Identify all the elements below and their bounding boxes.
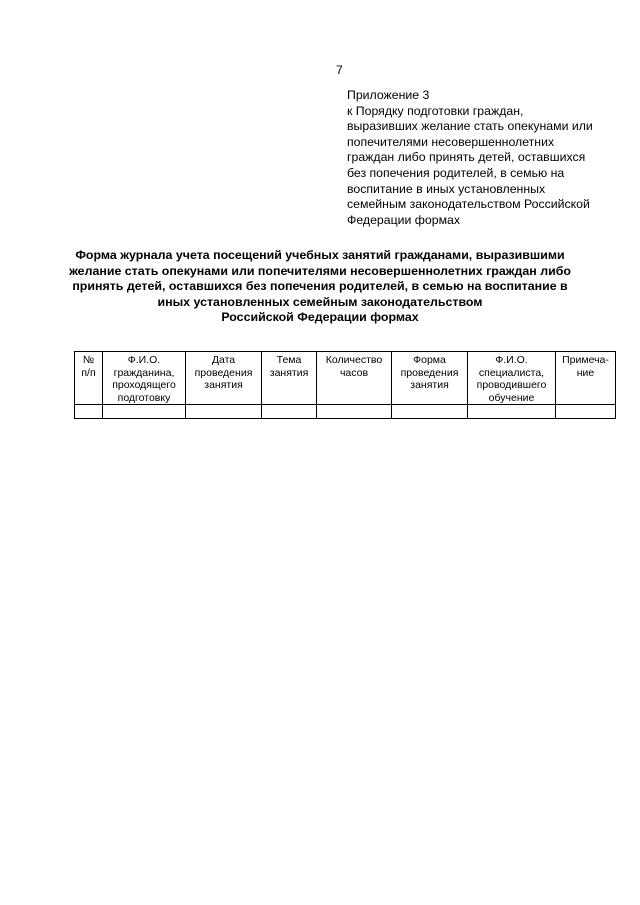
column-header-line: проводившего <box>476 379 547 391</box>
appendix-line: выразивших желание стать опекунами или <box>347 119 593 134</box>
column-header <box>556 352 616 405</box>
appendix-line: Федерации формах <box>347 212 461 227</box>
table-body <box>75 405 616 419</box>
form-title-line: Форма журнала учета посещений учебных занятий гражданами, выразившими <box>75 248 565 262</box>
column-header-line: часов <box>339 366 369 379</box>
table-cell <box>186 405 262 419</box>
column-header-line: проведения <box>400 366 459 379</box>
table-cell <box>392 405 468 419</box>
column-header-line: Дата <box>211 354 236 366</box>
column-header <box>103 352 186 405</box>
page-number: 7 <box>336 63 343 77</box>
appendix-line: граждан либо принять детей, оставшихся <box>347 150 586 165</box>
column-header-line: гражданина, <box>113 366 175 379</box>
appendix-title: Приложение 3 <box>347 88 430 102</box>
journal-table <box>74 351 616 419</box>
column-header-line: занятия <box>204 379 243 391</box>
appendix-line: семейным законодательством Российской <box>347 197 590 212</box>
column-header-line: обучение <box>488 391 535 404</box>
appendix-line: воспитание в иных установленных <box>347 181 546 196</box>
column-header-line: № <box>82 354 95 366</box>
column-header-line: Ф.И.О. <box>495 354 528 366</box>
form-title-line: принять детей, оставшихся без попечения родителей, в семью на воспитание в <box>72 279 568 293</box>
table-row <box>75 405 616 419</box>
form-title-line: Российской Федерации формах <box>221 310 419 324</box>
table-header-row <box>75 352 616 405</box>
table-cell <box>75 405 103 419</box>
column-header <box>262 352 317 405</box>
column-header-line: Примеча- <box>562 354 609 366</box>
table-cell <box>468 405 556 419</box>
column-header-line: проведения <box>194 366 253 379</box>
table-cell <box>103 405 186 419</box>
form-title-line: желание стать опекунами или попечителями несовершеннолетних граждан либо <box>69 263 571 278</box>
column-header <box>75 352 103 405</box>
column-header-line: Форма <box>413 354 446 366</box>
column-header-line: специалиста, <box>478 366 545 379</box>
column-header <box>186 352 262 405</box>
column-header <box>392 352 468 405</box>
form-title-line: иных установленных семейным законодательством <box>157 294 483 309</box>
column-header-line: Ф.И.О. <box>127 354 161 366</box>
appendix-line: попечителями несовершеннолетних <box>347 134 555 149</box>
table-cell <box>317 405 392 419</box>
column-header-line: занятия <box>269 366 309 379</box>
column-header-line: Количество <box>325 354 383 366</box>
form-title <box>60 248 580 326</box>
column-header <box>468 352 556 405</box>
column-header-line: проходящего <box>112 379 176 391</box>
column-header-line: подготовку <box>117 391 171 404</box>
table-cell <box>262 405 317 419</box>
column-header-line: п/п <box>81 366 96 379</box>
column-header-line: занятия <box>410 379 449 391</box>
appendix-line: без попечения родителей, в семью на <box>347 165 565 180</box>
appendix-line: к Порядку подготовки граждан, <box>347 103 524 118</box>
column-header <box>317 352 392 405</box>
appendix-block <box>347 88 617 228</box>
table-cell <box>556 405 616 419</box>
column-header-line: ние <box>576 366 595 379</box>
column-header-line: Тема <box>276 354 302 366</box>
